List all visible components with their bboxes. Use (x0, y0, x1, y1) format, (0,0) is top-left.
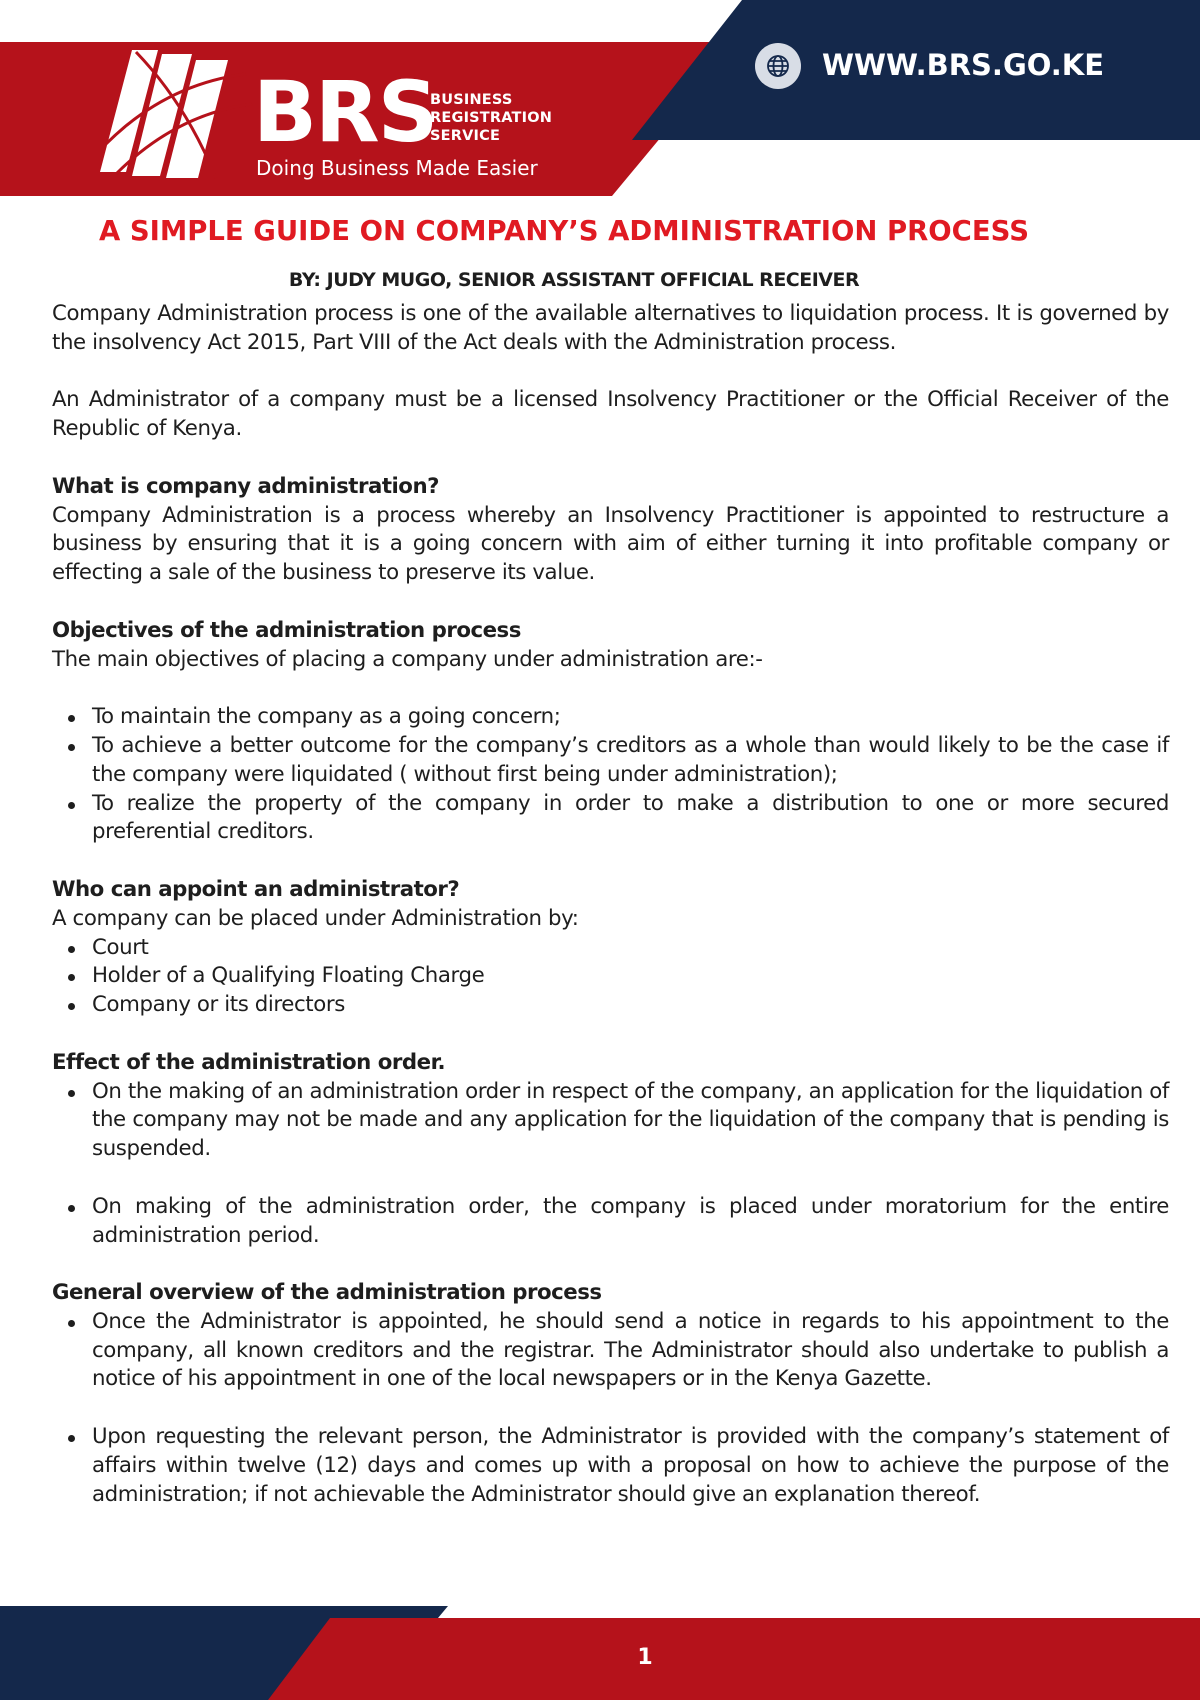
brand-tagline: Doing Business Made Easier (256, 156, 538, 180)
brand-subtitle-line: SERVICE (430, 128, 501, 144)
footer-banner-shape (0, 1606, 1200, 1700)
effect-list (52, 1193, 1169, 1251)
section-paragraph: The main objectives of placing a company under administration are:- (52, 646, 763, 672)
list-item: On the making of an administration order in respect of the company, an application for the liquidation of the company may not be made and any application for the liquidation of the company that is pending is suspended. (52, 1078, 1169, 1164)
section-heading-overview: General overview of the administration process (52, 1280, 602, 1306)
page-footer (0, 1606, 1200, 1700)
overview-list (52, 1423, 1169, 1509)
list-item: To maintain the company as a going concern; (52, 703, 1169, 732)
section-paragraph: Company Administration is a process whereby an Insolvency Practitioner is appointed to restructure a business by ensuring that it is a going concern with aim of either turning it into profitable company or effecting a sale of the business to preserve its value. (52, 502, 1169, 586)
brand-wordmark: BRS (253, 63, 437, 161)
brand-subtitle-line: REGISTRATION (430, 110, 553, 126)
section-heading-what: What is company administration? (52, 473, 439, 499)
document-body (52, 300, 1169, 1509)
author-byline: BY: JUDY MUGO, SENIOR ASSISTANT OFFICIAL RECEIVER (288, 269, 860, 291)
appointers-list (52, 934, 1169, 1020)
list-item: Court (52, 934, 1169, 963)
list-item: To achieve a better outcome for the company’s creditors as a whole than would likely to be the case if the company were liquidated ( without first being under administration); (52, 732, 1169, 790)
list-item: Company or its directors (52, 991, 1169, 1020)
list-item: Upon requesting the relevant person, the Administrator is provided with the company’s statement of affairs within twelve (12) days and comes up with a proposal on how to achieve the purpose of the administration; if not achievable the Administrator should give an explanation thereof. (52, 1423, 1169, 1509)
globe-icon (755, 43, 801, 89)
list-item: To realize the property of the company in order to make a distribution to one or more secured preferential creditors. (52, 790, 1169, 848)
section-heading-objectives: Objectives of the administration process (52, 617, 521, 643)
page-header (0, 0, 1200, 200)
brand-subtitle-line: BUSINESS (430, 92, 513, 108)
brs-logo-mark (96, 44, 256, 184)
globe-icon-glyph (766, 54, 790, 78)
list-item: On making of the administration order, the company is placed under moratorium for the entire administration period. (52, 1193, 1169, 1251)
intro-paragraph: An Administrator of a company must be a licensed Insolvency Practitioner or the Official Receiver of the Republic of Kenya. (52, 387, 1169, 442)
brand-subtitle (430, 91, 552, 145)
intro-paragraph: Company Administration process is one of the available alternatives to liquidation process. It is governed by the insolvency Act 2015, Part VIII of the Act deals with the Administration process. (52, 301, 1169, 355)
section-heading-effect: Effect of the administration order. (52, 1049, 446, 1075)
section-paragraph: A company can be placed under Administration by: (52, 905, 579, 931)
document-title: A SIMPLE GUIDE ON COMPANY’S ADMINISTRATION PROCESS (98, 215, 1030, 247)
objectives-list (52, 703, 1169, 847)
list-item: Once the Administrator is appointed, he should send a notice in regards to his appointment to the company, all known creditors and the registrar. The Administrator should also undertake to publish a notice of his appointment in one of the local newspapers or in the Kenya Gazette. (52, 1308, 1169, 1394)
overview-list (52, 1308, 1169, 1394)
website-link[interactable]: WWW.BRS.GO.KE (822, 48, 1105, 82)
list-item: Holder of a Qualifying Floating Charge (52, 962, 1169, 991)
effect-list (52, 1078, 1169, 1164)
page-number: 1 (637, 1645, 653, 1670)
section-heading-who: Who can appoint an administrator? (52, 876, 460, 902)
